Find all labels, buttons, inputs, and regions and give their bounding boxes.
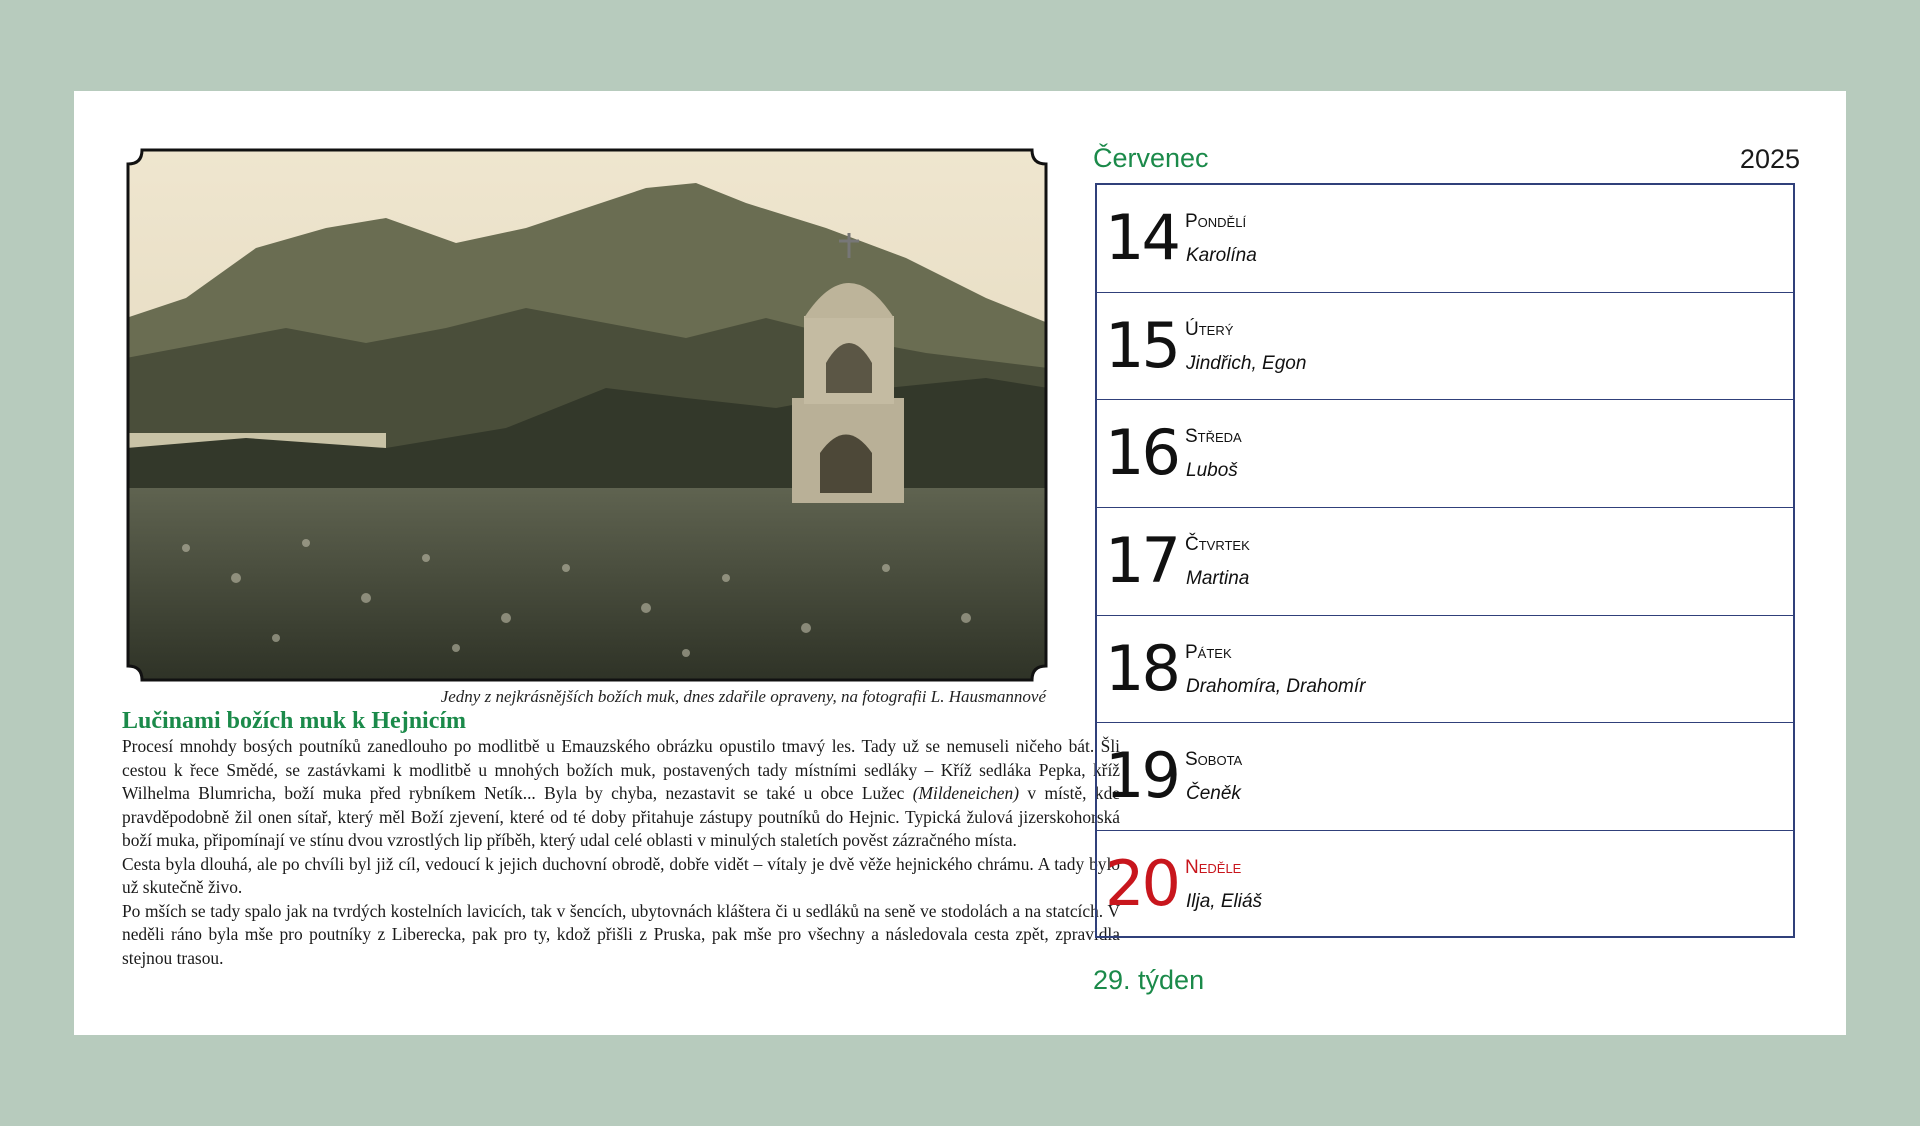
day-name: Středa [1185, 426, 1242, 448]
day-number: 20 [1105, 847, 1178, 921]
nameday: Karolína [1186, 245, 1257, 266]
day-name: Pátek [1185, 641, 1232, 663]
day-number: 16 [1105, 416, 1178, 490]
article-paragraph [122, 735, 1120, 853]
day-row-tuesday [1097, 293, 1793, 401]
article-title: Lučinami božích muk k Hejnicím [122, 708, 467, 734]
day-row-sunday [1097, 831, 1793, 939]
landscape-photo-icon [126, 148, 1048, 682]
day-number: 19 [1105, 739, 1178, 813]
day-number: 18 [1105, 631, 1178, 705]
day-name: Sobota [1185, 749, 1243, 771]
day-name: Neděle [1185, 857, 1242, 879]
day-number: 17 [1105, 524, 1178, 598]
month-label: Červenec [1093, 143, 1209, 173]
nameday: Čeněk [1186, 783, 1241, 805]
day-number: 15 [1105, 308, 1178, 382]
article-paragraph: Cesta byla dlouhá, ale po chvíli byl již cíl, vedoucí k jejich duchovní obrodě, dobře vidět – vítaly je dvě věže hejnického chrámu. A tady bylo už skutečně živo. [122, 853, 1120, 897]
nameday: Martina [1186, 568, 1250, 590]
day-number: 14 [1105, 201, 1178, 274]
nameday: Luboš [1186, 460, 1238, 482]
article-body [122, 735, 1120, 970]
calendar-page [74, 91, 1846, 1035]
nameday: Jindřich, Egon [1186, 352, 1307, 374]
historic-photo [126, 148, 1048, 682]
day-name: Pondělí [1185, 211, 1247, 232]
day-row-thursday [1097, 508, 1793, 616]
article-text: v místě, kde pravděpodobně žil onen sítař, který měl Boží zjevení, které od té doby přitahuje zástupy poutníků do Hejnic. Typická žulová jizerskohorská boží muka, připomínají ve stínu dvou vzrostlých lip příběh, který udal celé oblasti v minulých staletích pověst zázračného místa. [122, 783, 1120, 850]
nameday: Ilja, Eliáš [1186, 891, 1263, 913]
day-name: Čtvrtek [1185, 534, 1250, 556]
week-number: 29. týden [1093, 965, 1205, 995]
day-row-wednesday [1097, 400, 1793, 508]
article-text-italic: (Mildeneichen) [912, 783, 1019, 803]
week-calendar [1095, 183, 1795, 938]
nameday: Drahomíra, Drahomír [1186, 675, 1366, 697]
day-row-saturday [1097, 723, 1793, 831]
photo-caption: Jedny z nejkrásnějších božích muk, dnes zdařile opraveny, na fotografii L. Hausmannové [440, 687, 1046, 706]
year-label: 2025 [1739, 144, 1800, 174]
day-row-monday [1097, 185, 1793, 293]
article-paragraph: Po mších se tady spalo jak na tvrdých kostelních lavicích, tak v šencích, ubytovnách kláštera či u sedláků na seně ve stodolách a na statcích. V neděli ráno byla mše pro poutníky z Liberecka, pak pro ty, kdož přišli z Pruska, pak mše pro všechny a následovala cesta zpět, zpravidla stejnou trasou. [122, 900, 1120, 968]
day-name: Úterý [1185, 318, 1234, 340]
article-text: Procesí mnohdy bosých poutníků zanedlouho po modlitbě u Emauzského obrázku opustilo tmavý les. Tady už se nemuseli ničeho bát. Šli cestou k řece Smědé, se zastávkami k modlitbě u mnohých božích muk, postavených tady místními sedláky – Kříž sedláka Pepka, kříž Wilhelma Blumricha, boží muka před rybníkem Netík... Byla by chyba, nezastavit se také u obce Lužec [122, 736, 1120, 803]
day-row-friday [1097, 616, 1793, 724]
